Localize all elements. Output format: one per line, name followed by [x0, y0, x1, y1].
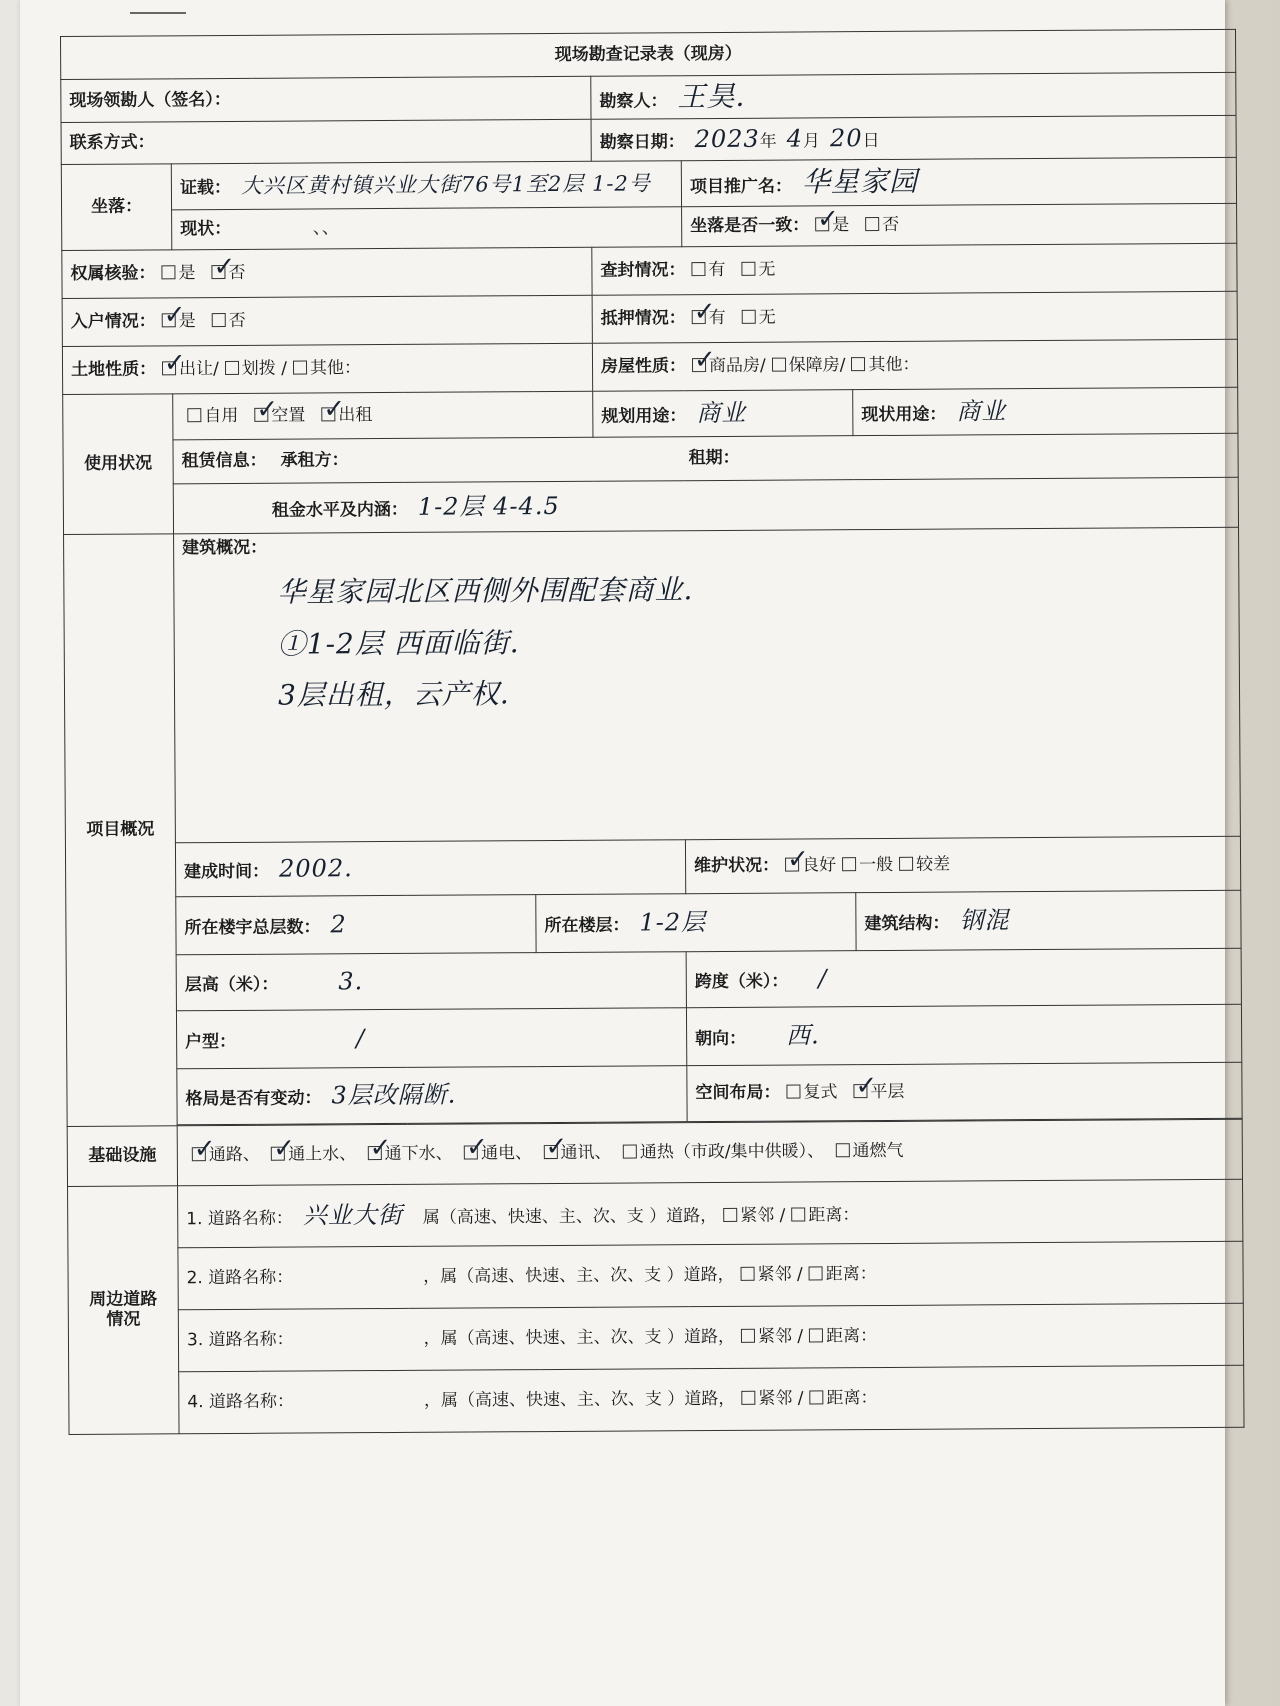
maint-good-checkbox[interactable] [785, 857, 799, 871]
roads-label-line1: 周边道路 [89, 1289, 158, 1310]
height-value: 3. [338, 966, 364, 996]
seal-none-checkbox[interactable] [741, 262, 755, 276]
overview-line: ①1-2层 西面临街. [277, 625, 520, 661]
infra-road-label: 通路、 [208, 1144, 260, 1166]
overview-line: 3层出租，云产权. [277, 677, 510, 712]
land-label: 土地性质： [70, 359, 157, 380]
usage-self-label: 自用 [204, 405, 239, 427]
consistent-yes-checkbox[interactable] [815, 217, 829, 231]
entry-yes-label: 是 [178, 311, 196, 332]
road-name-value [303, 1282, 423, 1283]
road-adjacent-checkbox[interactable] [741, 1391, 755, 1405]
house-affordable-checkbox[interactable] [772, 357, 786, 371]
house-affordable-label: 保障房/ [788, 355, 846, 376]
infra-options[interactable] [177, 1119, 1242, 1186]
height-label: 层高（米）： [184, 974, 279, 995]
rent-label: 租金水平及内涵： [271, 499, 408, 521]
land-transfer-checkbox[interactable] [162, 361, 176, 375]
maint-poor-checkbox[interactable] [899, 857, 913, 871]
seal-none-label: 无 [758, 259, 776, 280]
usage-vacant-checkbox[interactable] [254, 408, 268, 422]
current-use-field[interactable] [853, 387, 1238, 435]
road-row[interactable] [178, 1241, 1243, 1310]
struct-label: 建筑结构： [864, 913, 950, 934]
land-allocated-label: 划拨 / [241, 358, 287, 379]
road-distance-checkbox[interactable] [809, 1266, 823, 1280]
ownership-yes-label: 是 [178, 263, 196, 284]
entry-no-label: 否 [228, 310, 246, 331]
infra-power-checkbox[interactable] [464, 1145, 478, 1159]
orient-label: 朝向： [695, 1028, 747, 1049]
planned-use-field[interactable] [593, 389, 853, 437]
survey-date-field[interactable] [591, 115, 1236, 161]
house-commercial-label: 商品房/ [708, 355, 766, 376]
built-time-field[interactable] [175, 839, 685, 896]
change-label: 格局是否有变动： [185, 1088, 322, 1109]
rent-field[interactable] [173, 477, 1238, 534]
floors-label: 所在楼宇总层数： [184, 917, 321, 938]
entry-no-checkbox[interactable] [212, 313, 226, 327]
maint-label: 维护状况： [694, 855, 780, 877]
road-adjacent-label: 紧邻 / [757, 1264, 803, 1285]
overview-label: 建筑概况： [182, 537, 268, 558]
ownership-no-checkbox[interactable] [211, 265, 225, 279]
orientation-field[interactable] [686, 1004, 1241, 1065]
road-adjacent-checkbox[interactable] [741, 1267, 755, 1281]
leader-signature-field[interactable] [61, 76, 591, 122]
type-value: / [356, 1023, 366, 1052]
maint-poor-label: 较差 [916, 854, 951, 875]
survey-form [60, 29, 1244, 1435]
usage-rented-label: 出租 [338, 404, 373, 426]
date-month: 4 [786, 124, 804, 153]
ownership-field[interactable] [62, 247, 592, 298]
built-value: 2002. [279, 853, 353, 883]
promo-value: 华星家园 [801, 165, 919, 199]
promo-name-field[interactable] [681, 157, 1236, 206]
entry-yes-checkbox[interactable] [162, 313, 176, 327]
road-adjacent-label: 紧邻 / [740, 1205, 786, 1226]
mortgage-none-label: 无 [758, 307, 776, 328]
date-day: 20 [829, 123, 863, 152]
maint-normal-label: 一般 [859, 854, 894, 876]
land-type-field[interactable] [62, 343, 592, 394]
maint-good-label: 良好 [802, 855, 837, 876]
road-distance-checkbox[interactable] [809, 1328, 823, 1342]
change-value: 3层改隔断. [331, 1080, 457, 1110]
house-other-checkbox[interactable] [851, 357, 865, 371]
maintenance-field[interactable] [685, 836, 1240, 893]
cert-address-field[interactable] [171, 160, 681, 209]
lease-label: 租赁信息： [181, 450, 267, 472]
land-transfer-label: 出让/ [178, 358, 219, 380]
contact-label: 联系方式： [69, 132, 155, 153]
term-label: 租期： [688, 447, 740, 469]
road-adjacent-label: 紧邻 / [758, 1388, 804, 1409]
promo-label: 项目推广名： [689, 176, 792, 198]
built-label: 建成时间： [184, 861, 270, 882]
layout-change-field[interactable] [177, 1065, 687, 1124]
total-floors-field[interactable] [176, 894, 536, 954]
unit-type-field[interactable] [176, 1007, 686, 1068]
overview-field[interactable] [174, 527, 1241, 843]
consistent-label: 坐落是否一致： [690, 215, 810, 237]
cert-label: 证载： [179, 177, 231, 198]
road-adjacent-checkbox[interactable] [741, 1329, 755, 1343]
road-distance-label: 距离： [808, 1204, 860, 1226]
road-name-value: 兴业大街 [302, 1200, 403, 1230]
infra-power-label: 通电、 [480, 1143, 533, 1164]
usage-rented-checkbox[interactable] [321, 407, 335, 421]
overview-line: 华星家园北区西侧外围配套商业. [277, 573, 694, 609]
road-type-text: ，属（高速、快速、主、次、支 ）道路， [423, 1326, 736, 1349]
infra-gas-label: 通燃气 [852, 1140, 904, 1162]
location-consistent-field[interactable] [682, 203, 1237, 246]
usage-vacant-label: 空置 [271, 405, 306, 426]
span-value: / [818, 964, 828, 993]
seal-have-checkbox[interactable] [691, 262, 705, 276]
land-other-label: 其他： [309, 358, 361, 379]
current-use-label: 现状用途： [861, 404, 947, 425]
month-char: 月 [802, 131, 821, 152]
infra-telecom-checkbox[interactable] [543, 1145, 557, 1159]
road-distance-label: 距离： [826, 1387, 878, 1409]
ownership-yes-checkbox[interactable] [161, 265, 175, 279]
infra-label: 基础设施 [67, 1125, 177, 1186]
contact-field[interactable] [61, 119, 591, 164]
struct-value: 钢混 [959, 905, 1010, 935]
entry-label: 入户情况： [70, 311, 156, 332]
space-duplex-checkbox[interactable] [786, 1084, 800, 1098]
road-name-label: 2. 道路名称： [186, 1267, 294, 1289]
space-layout-field[interactable] [687, 1062, 1242, 1121]
usage-options[interactable] [173, 391, 593, 440]
house-type-field[interactable] [592, 339, 1237, 391]
entry-field[interactable] [62, 295, 592, 346]
ownership-no-label: 否 [228, 262, 246, 283]
house-other-label: 其他： [868, 354, 920, 375]
project-label: 项目概况 [64, 533, 178, 1126]
roads-label-line2: 情况 [106, 1309, 141, 1330]
infra-telecom-label: 通讯、 [560, 1142, 612, 1163]
road-distance-label: 距离： [826, 1325, 878, 1347]
floors-value: 2 [330, 909, 347, 939]
roads-label [68, 1185, 180, 1434]
infra-heat-label: 通热（市政/集中供暖）、 [639, 1141, 825, 1163]
road-name-label: 3. 道路名称： [186, 1329, 294, 1351]
infra-gas-checkbox[interactable] [835, 1143, 849, 1157]
infra-heat-checkbox[interactable] [623, 1144, 637, 1158]
mortgage-none-checkbox[interactable] [742, 310, 756, 324]
mortgage-have-checkbox[interactable] [692, 310, 706, 324]
infra-water-out-checkbox[interactable] [368, 1146, 382, 1160]
road-type-text: ，属（高速、快速、主、次、支 ）道路， [423, 1388, 736, 1411]
road-distance-checkbox[interactable] [809, 1390, 823, 1404]
status-value: 、、 [312, 217, 340, 239]
road-name-label: 1. 道路名称： [186, 1208, 293, 1229]
location-label: 坐落： [61, 163, 172, 250]
road-row[interactable] [178, 1179, 1243, 1248]
cert-value: 大兴区黄村镇兴业大街76号1至2层 1-2号 [240, 170, 651, 198]
road-type-text: 属（高速、快速、主、次、支 ）道路， [422, 1205, 718, 1228]
seal-have-label: 有 [708, 259, 726, 280]
infra-water-out-label: 通下水、 [384, 1143, 453, 1164]
road-adjacent-label: 紧邻 / [757, 1326, 804, 1347]
date-label: 勘察日期： [599, 131, 685, 153]
seal-label: 查封情况： [600, 260, 686, 281]
space-flat-checkbox[interactable] [853, 1084, 867, 1098]
road-distance-checkbox[interactable] [791, 1207, 805, 1221]
space-label: 空间布局： [695, 1082, 781, 1104]
road-name-value [304, 1406, 424, 1407]
road-name-label: 4. 道路名称： [187, 1391, 295, 1413]
road-adjacent-checkbox[interactable] [723, 1208, 737, 1222]
road-type-text: ，属（高速、快速、主、次、支 ）道路， [423, 1264, 735, 1287]
year-char: 年 [759, 131, 777, 152]
consistent-yes-label: 是 [832, 215, 850, 236]
lease-info-field[interactable] [173, 433, 1238, 484]
floor-field[interactable] [536, 892, 856, 952]
current-use-value: 商业 [956, 396, 1007, 426]
infra-water-in-label: 通上水、 [288, 1144, 357, 1165]
floor-height-field[interactable] [176, 951, 686, 1010]
seal-field[interactable] [592, 243, 1237, 295]
road-row[interactable] [178, 1303, 1243, 1372]
current-status-field[interactable] [172, 206, 682, 249]
surveyor-field[interactable] [591, 72, 1236, 119]
space-duplex-label: 复式 [803, 1082, 838, 1103]
land-other-checkbox[interactable] [293, 360, 307, 374]
floor-label: 所在楼层： [544, 915, 630, 936]
floor-value: 1-2层 [639, 907, 707, 937]
space-flat-label: 平层 [870, 1081, 905, 1102]
planned-value: 商业 [696, 398, 747, 427]
surveyor-label: 勘察人： [599, 91, 668, 112]
infra-water-in-checkbox[interactable] [271, 1147, 285, 1161]
span-field[interactable] [686, 948, 1241, 1007]
infra-road-checkbox[interactable] [192, 1147, 206, 1161]
status-label: 现状： [180, 219, 223, 240]
land-allocated-checkbox[interactable] [225, 361, 239, 375]
day-char: 日 [862, 130, 880, 151]
leader-label: 现场领勘人（签名）： [69, 89, 231, 111]
paper-clip-mark [130, 0, 186, 14]
orient-value: 西. [786, 1021, 820, 1050]
date-year: 2023 [694, 124, 760, 153]
mortgage-field[interactable] [592, 291, 1237, 343]
form-title: 现场勘查记录表（现房） [61, 29, 1236, 79]
tenant-label: 承租方： [280, 450, 349, 471]
maint-normal-checkbox[interactable] [842, 857, 856, 871]
span-label: 跨度（米）： [694, 971, 789, 992]
consistent-no-label: 否 [882, 214, 900, 235]
usage-label: 使用状况 [63, 393, 174, 534]
ownership-label: 权属核验： [70, 263, 156, 284]
surveyor-value: 王昊. [677, 79, 746, 114]
road-name-value [304, 1344, 424, 1345]
rent-value: 1-2层 4-4.5 [417, 491, 560, 521]
house-commercial-checkbox[interactable] [692, 358, 706, 372]
planned-label: 规划用途： [601, 405, 687, 427]
structure-field[interactable] [856, 890, 1241, 950]
mortgage-label: 抵押情况： [600, 308, 686, 329]
mortgage-have-label: 有 [708, 307, 726, 328]
road-row[interactable] [179, 1365, 1244, 1434]
house-label: 房屋性质： [600, 356, 687, 377]
road-distance-label: 距离： [825, 1263, 877, 1285]
survey-table [60, 29, 1245, 1435]
consistent-no-checkbox[interactable] [865, 217, 879, 231]
usage-self-checkbox[interactable] [187, 408, 201, 422]
type-label: 户型： [185, 1031, 237, 1052]
